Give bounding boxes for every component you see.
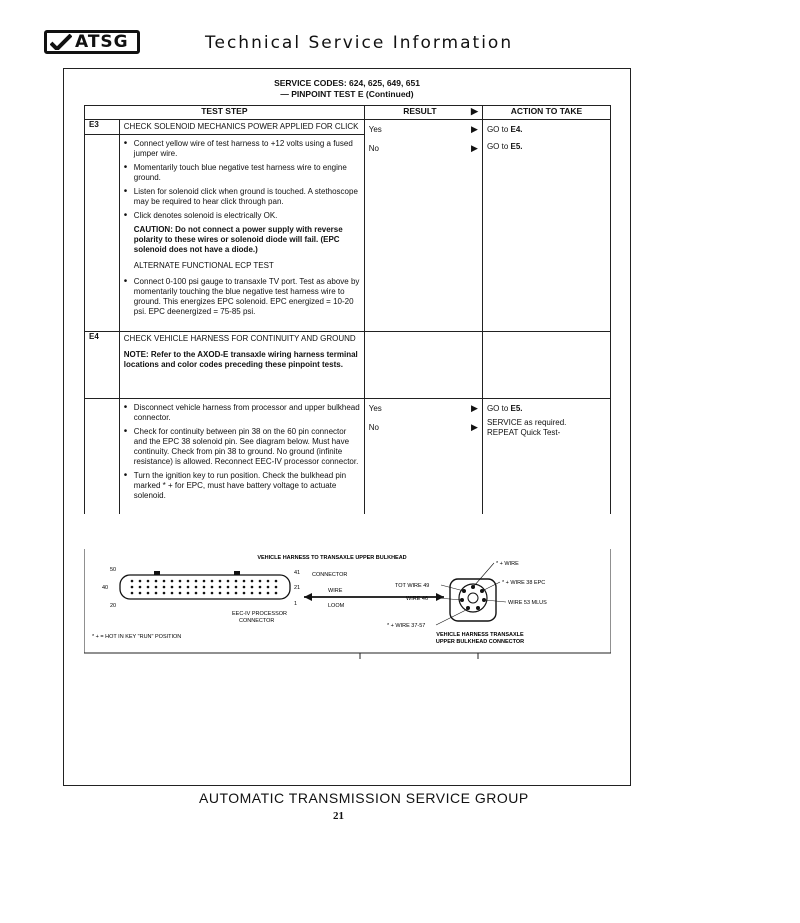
arrow-right-icon [436, 593, 444, 601]
arrow-right-icon: ▶ [471, 124, 478, 134]
list-item: • Click denotes solenoid is electrically OK. [123, 210, 278, 221]
wire-label: WIRE [328, 588, 343, 594]
table-row-e4-title [85, 332, 611, 399]
pinpoint-title: — PINPOINT TEST E (Continued) [280, 89, 414, 99]
page-number: 21 [333, 810, 344, 822]
step-title-e4: CHECK VEHICLE HARNESS FOR CONTINUITY AND GROUND [123, 334, 356, 343]
processor-label: EEC-IV PROCESSOR [232, 611, 288, 617]
action-row [483, 399, 610, 418]
arrow-right-icon: ▶ [471, 422, 478, 432]
check-mark-icon [47, 33, 75, 51]
result-value: Yes [368, 404, 382, 413]
result-row [365, 399, 482, 418]
list-item: • Check for continuity between pin 38 on the 60 pin connector and the EPC 38 solenoid pin. See diagram below. Must have continuity. Check from pin 38 to ground. No ground (infinite resistance) is allowed. Reconnect EEC-IV processor connector. [123, 426, 359, 466]
result-value: Yes [368, 125, 382, 134]
list-item: • Disconnect vehicle harness from processor and upper bulkhead connector. [123, 402, 360, 422]
result-value: No [368, 423, 379, 432]
diagram-title: VEHICLE HARNESS TO TRANSAXLE UPPER BULKHEAD [257, 555, 407, 561]
action-text: GO to [486, 125, 511, 134]
result-row [365, 120, 482, 139]
processor-label-2: CONNECTOR [239, 618, 275, 624]
step-title-e3: CHECK SOLENOID MECHANICS POWER APPLIED FOR CLICK [123, 122, 359, 131]
list-item: • Turn the ignition key to run position. Check the bulkhead pin marked * + for EPC, must have battery voltage to actuate solenoid. [123, 470, 347, 500]
wire38-label: * + WIRE 38 EPC [502, 580, 546, 586]
diagram-footnote: * + = HOT IN KEY "RUN" POSITION [92, 634, 182, 640]
list-item: • Connect 0-100 psi gauge to transaxle TV port. Test as above by momentarily touching the blue negative test harness wire to ground. This energizes EPC solenoid. EPC energized = 10-20 psi. EPC deenergized = 75-85 psi. [123, 276, 360, 316]
table-row-e4-body [85, 399, 611, 515]
action-link: E5. [510, 404, 523, 413]
arrow-left-icon [304, 593, 312, 601]
step-id-e3: E3 [85, 120, 120, 135]
service-codes: SERVICE CODES: 624, 625, 649, 651 [274, 78, 420, 88]
wire53-label: WIRE 53 MLUS [508, 600, 547, 606]
list-item: • Listen for solenoid click when ground is touched. A stethoscope may be required to hear click through pan. [123, 186, 358, 206]
table-row-e3-title [85, 120, 611, 135]
pin-label: 50 [110, 567, 117, 573]
pin-label: 1 [294, 601, 298, 607]
action-text: GO to [486, 404, 511, 413]
arrow-right-icon: ▶ [471, 403, 478, 413]
arrow-right-icon: ▶ [471, 143, 478, 153]
action-row [483, 418, 610, 440]
page-title: Technical Service Information [205, 33, 514, 53]
pin-label: 41 [294, 570, 301, 576]
wiring-diagram [84, 549, 611, 659]
footer-org: AUTOMATIC TRANSMISSION SERVICE GROUP [199, 790, 529, 806]
wire3757-label: * + WIRE 37-57 [387, 623, 426, 629]
arrow-right-icon: ▶ [471, 106, 478, 116]
processor-connector [120, 571, 290, 599]
logo-text: ATSG [75, 32, 129, 52]
pinpoint-table [84, 105, 611, 514]
header-result-label: RESULT [403, 106, 437, 116]
bulkhead-label-2: UPPER BULKHEAD CONNECTOR [435, 639, 525, 645]
e4-note: NOTE: Refer to the AXOD-E transaxle wiring harness terminal locations and color codes preceding these pinpoint tests. [123, 350, 358, 369]
plus-wire-label: * + WIRE [496, 561, 519, 567]
alt-test-title: ALTERNATE FUNCTIONAL ECP TEST [133, 261, 274, 270]
action-row [483, 120, 610, 139]
result-row [365, 418, 482, 437]
list-item: • Momentarily touch blue negative test harness wire to engine ground. [123, 162, 347, 182]
action-link: E4. [510, 125, 523, 134]
list-item: • Connect yellow wire of test harness to +12 volts using a fused jumper wire. [123, 138, 353, 158]
connector-label: CONNECTOR [312, 572, 348, 578]
action-row [483, 139, 610, 156]
atsg-logo [44, 30, 140, 54]
loom-label: LOOM [328, 603, 345, 609]
caution-note: CAUTION: Do not connect a power supply with reverse polarity to these wires or solenoid diode will fail. (EPC solenoid does not have a diode.) [133, 225, 343, 254]
step-id-e4: E4 [85, 332, 120, 399]
action-link: E5. [510, 142, 523, 151]
wire46-label: WIRE 46 [406, 596, 429, 602]
action-text: REPEAT Quick Test- [486, 428, 561, 437]
pin-label: 21 [294, 585, 301, 591]
header-action: ACTION TO TAKE [482, 106, 610, 120]
result-value: No [368, 144, 379, 153]
pin-label: 20 [110, 603, 117, 609]
tot-wire-label: TOT WIRE 49 [395, 583, 430, 589]
bulkhead-label: VEHICLE HARNESS TRANSAXLE [436, 632, 524, 638]
pin-label: 40 [102, 585, 109, 591]
header-result [364, 106, 482, 120]
action-text: GO to [486, 142, 511, 151]
table-header-row [85, 106, 611, 120]
document-frame [63, 68, 631, 786]
action-text: SERVICE as required. [486, 418, 567, 427]
result-row [365, 139, 482, 158]
header-test-step: TEST STEP [85, 106, 365, 120]
